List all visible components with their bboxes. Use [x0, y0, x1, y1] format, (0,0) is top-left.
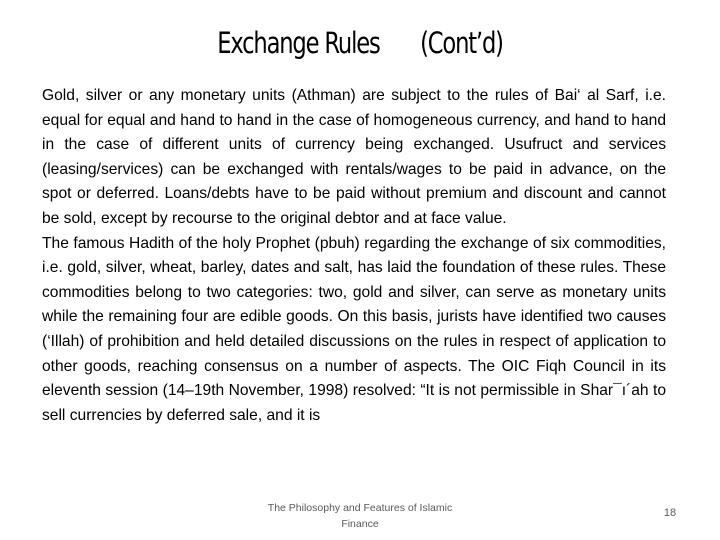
slide-body — [42, 84, 666, 428]
slide-title-main: Exchange Rules — [217, 26, 380, 60]
body-paragraph-1: Gold, silver or any monetary units (Athman) are subject to the rules of Bai‘ al Sarf, i.e. equal for equal and hand to hand in the case of homogeneous currency, and hand to hand in the case of different units of currency being exchanged. Usufruct and services (leasing/services) can be exchanged with rentals/wages to be paid in advance, on the spot or deferred. Loans/debts have to be paid without premium and discount and cannot be sold, except by recourse to the original debtor and at face value. — [42, 87, 666, 227]
body-paragraph-2: The famous Hadith of the holy Prophet (pbuh) regarding the exchange of six commodities, i.e. gold, silver, wheat, barley, dates and salt, has laid the foundation of these rules. These commodities belong to two categories: two, gold and silver, can serve as monetary units while the remaining four are edible goods. On this basis, jurists have identified two causes (‘Illah) of prohibition and held detailed discussions on the rules in respect of application to other goods, reaching consensus on a number of aspects. The OIC Fiqh Council in its eleventh session (14–19th November, 1998) resolved: “It is not permissible in Shar¯ı´ah to sell currencies by deferred sale, and it is — [42, 234, 666, 424]
slide-title — [79, 26, 641, 60]
slide-footer: The Philosophy and Features of Islamic Finance — [267, 502, 453, 530]
slide-title-contd: (Cont’d) — [420, 26, 503, 60]
page-number: 18 — [663, 507, 677, 519]
